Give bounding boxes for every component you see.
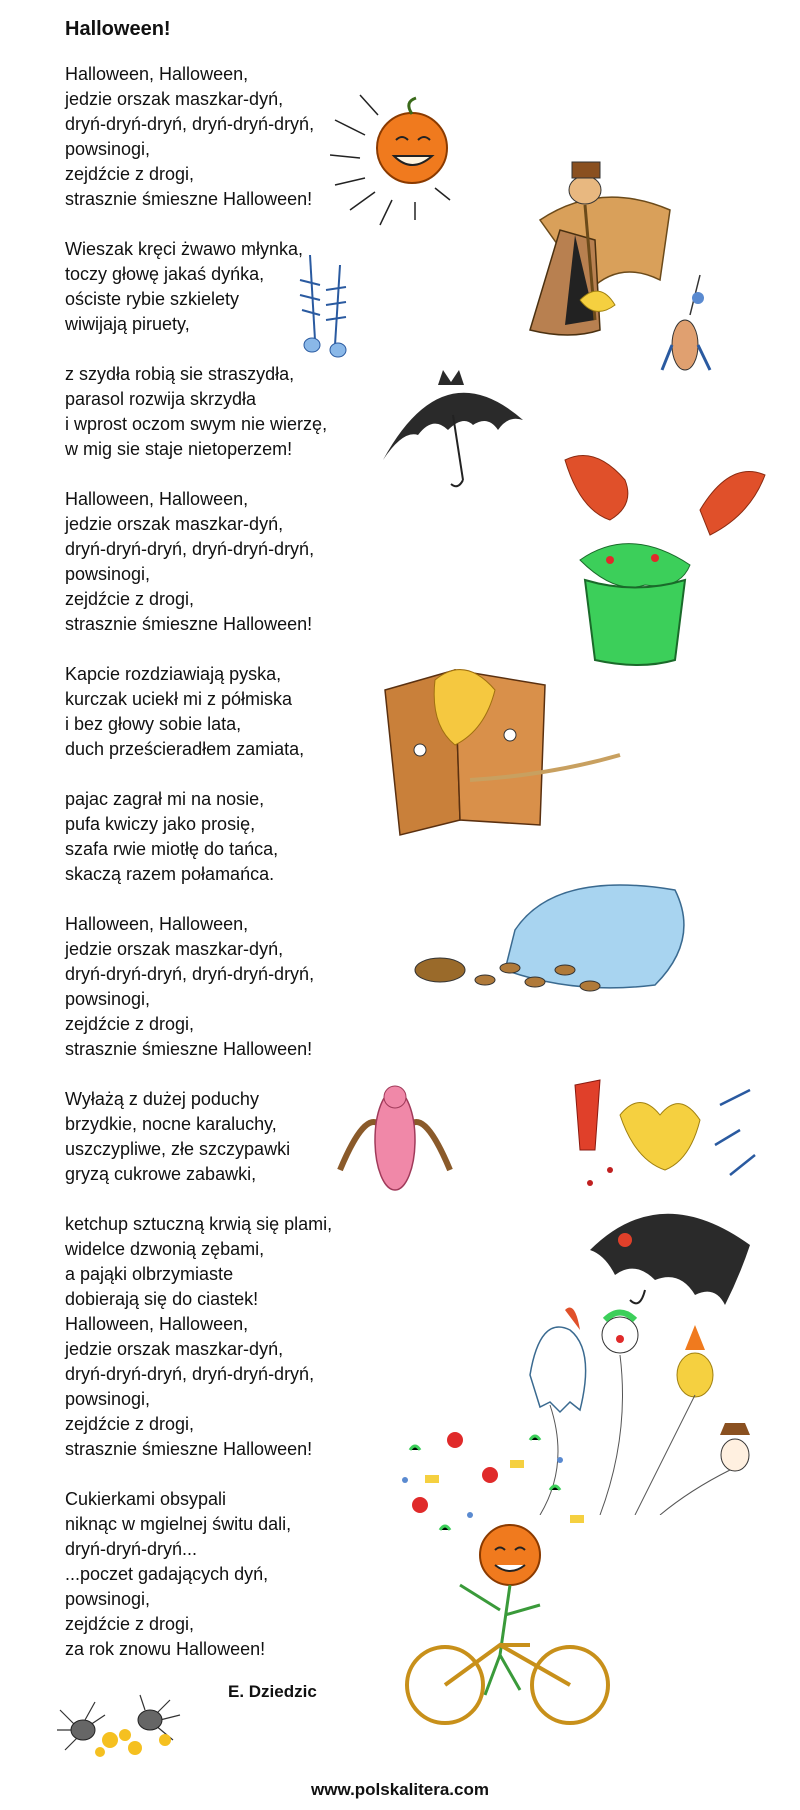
poem-author: E. Dziedzic — [228, 1682, 317, 1701]
poem-line: i wprost oczom swym nie wierzę, — [65, 414, 328, 434]
pillow-cockroaches-illustration — [385, 870, 705, 1010]
poem-line: pajac zagrał mi na nosie, — [65, 789, 265, 809]
poem-line: kurczak uciekł mi z półmiska — [65, 689, 293, 709]
poem-line: Wyłażą z dużej poduchy — [65, 1089, 259, 1109]
stanza — [65, 487, 385, 637]
poem-line: powsinogi, — [65, 564, 151, 584]
poem-line: ościste rybie szkielety — [65, 289, 240, 309]
stanza — [65, 662, 385, 762]
poem-line: Cukierkami obsypali — [65, 1489, 227, 1509]
poem-line: uszczypliwe, złe szczypawki — [65, 1139, 291, 1159]
umbrella-bat-illustration — [378, 365, 528, 495]
poem-line: zejdźcie z drogi, — [65, 164, 195, 184]
poem-line: dryń-dryń-dryń, dryń-dryń-dryń, — [65, 539, 315, 559]
poem-line: z szydła robią sie straszydła, — [65, 364, 295, 384]
stanza — [65, 787, 385, 887]
poem-line: i bez głowy sobie lata, — [65, 714, 242, 734]
poem-line: jedzie orszak maszkar-dyń, — [65, 1339, 284, 1359]
pumpkin-sun-illustration — [330, 80, 470, 230]
poem-line: jedzie orszak maszkar-dyń, — [65, 939, 284, 959]
poem-line: duch prześcieradłem zamiata, — [65, 739, 305, 759]
wardrobe-illustration — [380, 660, 650, 840]
poem-line: brzydkie, nocne karaluchy, — [65, 1114, 277, 1134]
poem-line: Halloween, Halloween, — [65, 489, 249, 509]
stanza — [65, 362, 385, 462]
poem-line: Halloween, Halloween, — [65, 64, 249, 84]
awl-creature-illustration — [660, 270, 720, 400]
poem-line: jedzie orszak maszkar-dyń, — [65, 89, 284, 109]
website-link[interactable]: www.polskalitera.com — [311, 1780, 489, 1799]
poem-line: Halloween, Halloween, — [65, 914, 249, 934]
poem-line: wiwijają piruety, — [65, 314, 190, 334]
poem-line: zejdźcie z drogi, — [65, 1014, 195, 1034]
stanza — [65, 1212, 385, 1312]
poem-line: pufa kwiczy jako prosię, — [65, 814, 256, 834]
poem-line: strasznie śmieszne Halloween! — [65, 614, 313, 634]
poem-line: powsinogi, — [65, 1589, 151, 1609]
earwig-toy-illustration — [335, 1075, 455, 1200]
stanza — [65, 1312, 385, 1462]
spiders-illustration — [55, 1690, 195, 1765]
pumpkin-bicycle-illustration — [400, 1520, 620, 1730]
poem-line: dryń-dryń-dryń, dryń-dryń-dryń, — [65, 964, 315, 984]
poem-line: w mig sie staje nietoperzem! — [65, 439, 293, 459]
poem-line: dryń-dryń-dryń, dryń-dryń-dryń, — [65, 1364, 315, 1384]
poem-title: Halloween! — [65, 18, 171, 40]
poem-line: niknąc w mgielnej świtu dali, — [65, 1514, 292, 1534]
poem-line: zejdźcie z drogi, — [65, 589, 195, 609]
poem-line: toczy głowę jakaś dyńka, — [65, 264, 265, 284]
poem-line: strasznie śmieszne Halloween! — [65, 189, 313, 209]
poem-line: za rok znowu Halloween! — [65, 1639, 266, 1659]
poem-line: dryń-dryń-dryń... — [65, 1539, 198, 1559]
poem-line: parasol rozwija skrzydła — [65, 389, 257, 409]
coat-hanger-illustration — [500, 150, 680, 340]
poem-line: strasznie śmieszne Halloween! — [65, 1039, 313, 1059]
poem-line: skaczą razem połamańca. — [65, 864, 275, 884]
poem-line: powsinogi, — [65, 1389, 151, 1409]
ketchup-forks-illustration — [570, 1075, 760, 1195]
poem-line: zejdźcie z drogi, — [65, 1414, 195, 1434]
poem-line: jedzie orszak maszkar-dyń, — [65, 514, 284, 534]
poem-line: Kapcie rozdziawiają pyska, — [65, 664, 282, 684]
poem-line: gryzą cukrowe zabawki, — [65, 1164, 257, 1184]
poem-line: dryń-dryń-dryń, dryń-dryń-dryń, — [65, 114, 315, 134]
poem-line: powsinogi, — [65, 139, 151, 159]
fish-skeletons-illustration — [290, 250, 360, 360]
poem-line: dobierają się do ciastek! — [65, 1289, 259, 1309]
poem-line: widelce dzwonią zębami, — [65, 1239, 265, 1259]
poem-line: zejdźcie z drogi, — [65, 1614, 195, 1634]
poem-line: Wieszak kręci żwawo młynka, — [65, 239, 304, 259]
poem-line: a pająki olbrzymiaste — [65, 1264, 234, 1284]
poem-line: szafa rwie miotłę do tańca, — [65, 839, 279, 859]
poem-line: powsinogi, — [65, 989, 151, 1009]
poem-line: strasznie śmieszne Halloween! — [65, 1439, 313, 1459]
stanza — [65, 912, 385, 1062]
poem-line: Halloween, Halloween, — [65, 1314, 249, 1334]
cauldron-illustration — [570, 530, 700, 670]
stanza — [65, 1487, 385, 1662]
poem-line: ketchup sztuczną krwią się plami, — [65, 1214, 333, 1234]
poem-line: ...poczet gadających dyń, — [65, 1564, 269, 1584]
